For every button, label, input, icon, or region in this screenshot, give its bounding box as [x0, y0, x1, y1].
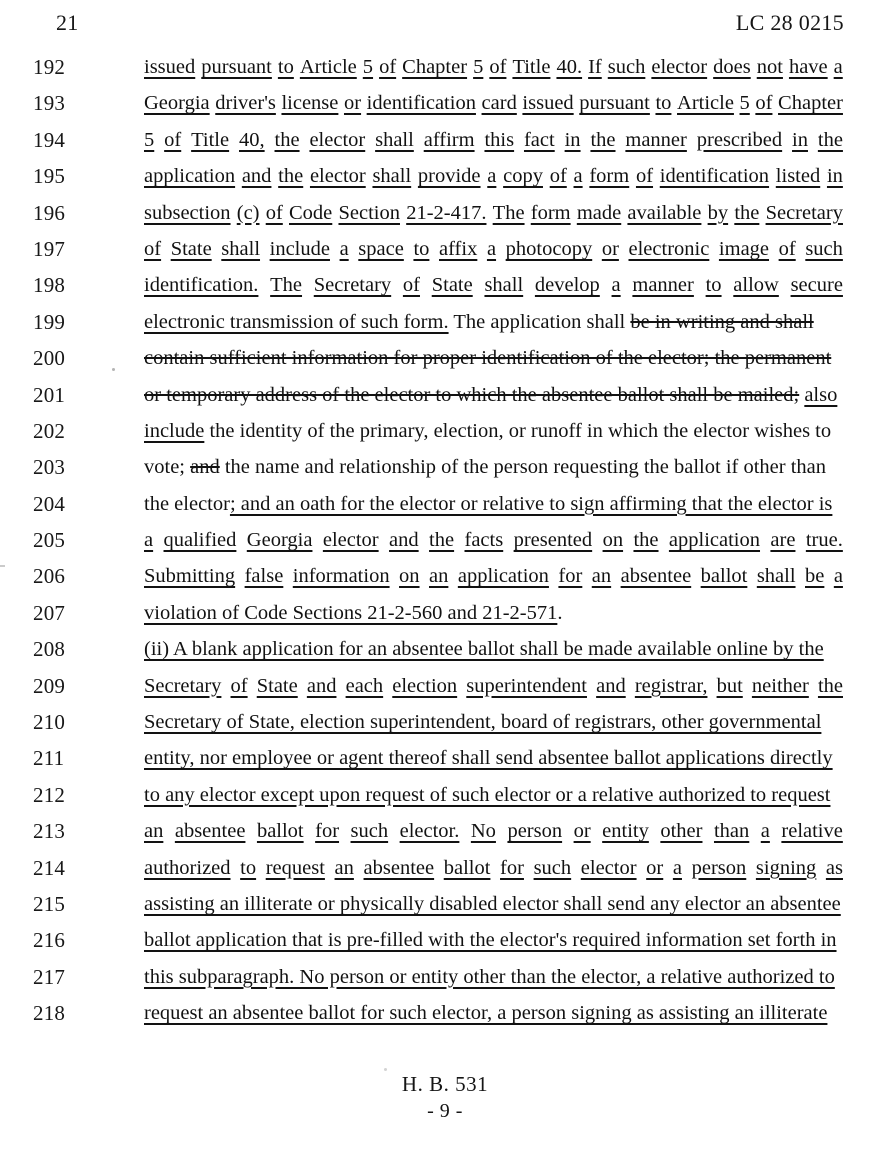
line-word: Code — [289, 201, 333, 224]
line-word: qualified — [163, 529, 237, 552]
line-word: does — [713, 56, 751, 78]
line-word: and — [596, 674, 626, 697]
line-segment-ins: entity, nor employee or agent thereof shall send absentee ballot applications directly — [144, 747, 833, 770]
line-text — [144, 416, 843, 446]
header-document-code: LC 28 0215 — [735, 10, 844, 35]
line-number: 197 — [33, 236, 66, 261]
line-word: in — [792, 128, 808, 151]
line-text — [144, 198, 843, 228]
line-word: elector — [309, 128, 366, 151]
line-word: a — [487, 165, 497, 188]
line-number: 215 — [33, 891, 66, 916]
line-word: of — [778, 237, 796, 260]
line-word: 40, — [239, 128, 265, 151]
line-text — [144, 925, 843, 955]
line-text — [144, 525, 843, 555]
line-segment-ins: ballot application that is pre-filled with the elector's required information set forth in — [144, 929, 837, 952]
line-word: for — [558, 565, 583, 588]
line-text — [144, 380, 843, 410]
line-text — [144, 780, 843, 810]
line-text — [144, 962, 843, 992]
bill-line-row — [0, 416, 890, 452]
line-word: such — [350, 820, 389, 843]
line-word: relative — [781, 820, 843, 843]
bill-line-row — [0, 52, 890, 88]
line-number: 203 — [33, 455, 66, 480]
line-number: 212 — [33, 782, 66, 807]
line-word: information — [292, 565, 390, 588]
line-number: 205 — [33, 528, 66, 553]
line-word: Article — [677, 92, 734, 115]
line-word: of — [755, 92, 773, 115]
line-word: the — [734, 201, 760, 224]
line-segment-ins: electronic transmission of such form. — [144, 310, 449, 333]
line-word: absentee — [363, 856, 435, 879]
line-word: Georgia — [144, 92, 210, 115]
line-word: election — [392, 674, 458, 697]
line-word: of — [489, 56, 507, 78]
line-word: Georgia — [246, 529, 313, 552]
line-number: 217 — [33, 964, 66, 989]
line-segment-del: and — [190, 456, 220, 479]
line-number: 204 — [33, 491, 66, 516]
line-text — [144, 343, 843, 373]
line-word: entity — [602, 820, 649, 843]
line-word: or — [573, 820, 591, 843]
line-word: application — [668, 529, 761, 552]
line-word: and — [306, 674, 337, 697]
line-word: Secretary — [144, 674, 222, 697]
line-word: affirm — [423, 128, 475, 151]
line-word: and — [389, 529, 419, 552]
line-segment-del: contain sufficient information for proper identification of the elector; the permanent — [144, 347, 832, 370]
line-number: 199 — [33, 309, 66, 334]
line-word: develop — [534, 274, 600, 297]
line-word: and — [241, 165, 272, 188]
line-word: ballot — [256, 820, 304, 843]
header-page-number: 21 — [56, 10, 79, 35]
line-word: driver's — [215, 92, 276, 115]
scan-artifact-speck — [112, 368, 115, 371]
line-word: manner — [625, 128, 687, 151]
line-word: each — [345, 674, 384, 697]
line-number: 210 — [33, 710, 66, 735]
line-word: identification. — [144, 274, 259, 297]
line-number: 196 — [33, 200, 66, 225]
line-segment-del: or temporary address of the elector to which the absentee ballot shall be mailed; — [144, 383, 800, 406]
line-word: license — [281, 92, 339, 115]
line-word: affix — [439, 237, 478, 260]
line-word: or — [343, 92, 362, 115]
line-word: provide — [417, 165, 481, 188]
line-text — [144, 489, 843, 519]
line-text — [144, 125, 843, 155]
line-segment-ins: to any elector except upon request of such elector or a relative authorized to request — [144, 783, 831, 806]
line-segment-ins: (ii) A blank application for an absentee ballot shall be made available online by the — [144, 638, 824, 661]
bill-line-row — [0, 671, 890, 707]
line-word: to — [413, 237, 430, 260]
line-word: have — [788, 56, 828, 78]
bill-line-row — [0, 198, 890, 234]
bill-line-row — [0, 525, 890, 561]
line-word: made — [576, 201, 622, 224]
footer-bill-number: H. B. 531 — [401, 1072, 489, 1096]
bill-line-row — [0, 270, 890, 306]
line-word: Secretary — [765, 201, 843, 224]
line-word: ballot — [700, 565, 748, 588]
line-word: a — [833, 565, 843, 588]
line-word: elector — [580, 856, 637, 879]
line-text — [144, 598, 843, 628]
line-word: Section — [338, 201, 400, 224]
bill-line-row — [0, 561, 890, 597]
line-word: true. — [805, 529, 843, 552]
line-word: the — [429, 529, 455, 552]
line-number: 195 — [33, 164, 66, 189]
line-number: 201 — [33, 382, 66, 407]
line-word: manner — [632, 274, 694, 297]
bill-line-row — [0, 234, 890, 270]
line-word: photocopy — [505, 237, 593, 260]
line-segment-ins: violation of Code Sections 21-2-560 and 21-2-571 — [144, 601, 558, 624]
line-word: signing — [755, 856, 817, 879]
line-text — [144, 561, 843, 591]
line-word: to — [240, 856, 257, 879]
line-word: of — [402, 274, 420, 297]
line-word: an — [591, 565, 612, 588]
line-word: include — [269, 237, 330, 260]
line-word: absentee — [620, 565, 692, 588]
line-word: the — [590, 128, 616, 151]
line-word: 40. — [556, 56, 583, 78]
line-word: Article — [299, 56, 357, 78]
line-word: but — [716, 674, 743, 697]
bill-line-row — [0, 125, 890, 161]
line-number: 202 — [33, 418, 66, 443]
line-word: of — [164, 128, 182, 151]
bill-text-body — [0, 52, 890, 1035]
line-word: than — [713, 820, 750, 843]
bill-line-row — [0, 998, 890, 1034]
line-word: other — [660, 820, 703, 843]
line-word: of — [379, 56, 397, 78]
line-word: false — [244, 565, 284, 588]
line-segment-ins: also — [804, 383, 838, 406]
footer-page-marker: - 9 - — [427, 1100, 463, 1122]
line-word: 5 — [473, 56, 484, 78]
line-word: card — [481, 92, 517, 115]
line-word: 5 — [739, 92, 750, 115]
line-segment-plain: . — [557, 601, 563, 624]
line-segment-plain: the elector — [144, 492, 230, 515]
line-number: 194 — [33, 127, 66, 152]
line-word: be — [805, 565, 825, 588]
line-word: available — [627, 201, 702, 224]
bill-line-row — [0, 634, 890, 670]
scan-artifact-edge-mark — [0, 565, 5, 567]
bill-line-row — [0, 161, 890, 197]
line-word: such — [533, 856, 572, 879]
line-number: 192 — [33, 55, 66, 79]
line-word: image — [718, 237, 770, 260]
bill-line-row — [0, 889, 890, 925]
line-word: or — [646, 856, 664, 879]
line-number: 214 — [33, 855, 66, 880]
line-word: elector. — [399, 820, 460, 843]
line-segment-plain: vote; — [144, 456, 191, 479]
line-word: shall — [372, 165, 412, 188]
line-word: Title — [191, 128, 230, 151]
line-text — [144, 707, 843, 737]
line-word: pursuant — [201, 56, 272, 78]
line-word: a — [339, 237, 349, 260]
line-word: absentee — [174, 820, 246, 843]
line-word: authorized — [144, 856, 231, 879]
line-segment-plain: the identity of the primary, election, or runoff in which the elector wishes to — [204, 419, 832, 442]
line-text — [144, 889, 843, 919]
line-number: 213 — [33, 819, 66, 844]
line-word: an — [144, 820, 164, 843]
line-word: a — [144, 529, 154, 552]
line-word: issued — [522, 92, 574, 115]
line-word: the — [274, 128, 300, 151]
line-word: Chapter — [402, 56, 468, 78]
bill-line-row — [0, 598, 890, 634]
line-word: The — [270, 274, 303, 297]
line-word: State — [431, 274, 473, 297]
line-word: to — [705, 274, 722, 297]
bill-line-row — [0, 780, 890, 816]
line-word: of — [549, 165, 567, 188]
line-text — [144, 307, 843, 337]
line-number: 193 — [33, 91, 66, 116]
line-word: the — [278, 165, 304, 188]
line-word: of — [265, 201, 283, 224]
bill-line-row — [0, 853, 890, 889]
line-word: person — [507, 820, 563, 843]
line-word: presented — [513, 529, 593, 552]
line-word: a — [672, 856, 682, 879]
line-word: application — [144, 165, 236, 188]
line-text — [144, 452, 843, 482]
line-segment-plain: the name and relationship of the person requesting the ballot if other than — [219, 456, 827, 479]
line-word: secure — [790, 274, 843, 297]
bill-line-row — [0, 743, 890, 779]
page-header — [0, 8, 890, 42]
line-word: ballot — [443, 856, 491, 879]
line-segment-ins: request an absentee ballot for such elector, a person signing as assisting an illiterate — [144, 1002, 828, 1025]
line-word: for — [315, 820, 340, 843]
line-word: in — [826, 165, 843, 188]
line-word: such — [805, 237, 843, 260]
line-word: facts — [464, 529, 504, 552]
line-word: by — [707, 201, 729, 224]
bill-line-row — [0, 816, 890, 852]
line-word: neither — [751, 674, 809, 697]
bill-line-row — [0, 925, 890, 961]
line-word: allow — [733, 274, 779, 297]
line-word: form — [589, 165, 630, 188]
line-word: identification — [366, 92, 476, 115]
line-word: shall — [484, 274, 524, 297]
line-word: person — [691, 856, 747, 879]
line-word: shall — [756, 565, 796, 588]
line-word: Secretary — [313, 274, 392, 297]
line-word: the — [633, 529, 659, 552]
line-number: 209 — [33, 673, 66, 698]
line-word: listed — [775, 165, 821, 188]
line-word: The — [492, 201, 525, 224]
line-word: Title — [512, 56, 551, 78]
line-number: 206 — [33, 564, 66, 589]
line-word: request — [265, 856, 325, 879]
line-word: copy — [503, 165, 543, 188]
line-word: State — [256, 674, 298, 697]
line-number: 198 — [33, 273, 66, 298]
line-word: 5 — [144, 128, 155, 151]
bill-line-row — [0, 962, 890, 998]
line-text — [144, 743, 843, 773]
line-word: an — [334, 856, 354, 879]
page-footer — [0, 1071, 890, 1124]
line-word: a — [573, 165, 583, 188]
line-word: or — [601, 237, 619, 260]
line-word: fact — [523, 128, 555, 151]
line-word: superintendent — [466, 674, 587, 697]
line-word: of — [230, 674, 248, 697]
line-word: for — [500, 856, 524, 879]
line-word: Chapter — [778, 92, 843, 115]
line-text — [144, 52, 843, 82]
line-segment-del: be in writing and shall — [630, 310, 814, 333]
line-segment-ins: this subparagraph. No person or entity other than the elector, a relative authorized to — [144, 965, 835, 988]
line-word: registrar, — [634, 674, 708, 697]
line-text — [144, 671, 843, 701]
line-word: the — [817, 128, 843, 151]
bill-line-row — [0, 489, 890, 525]
line-number: 211 — [33, 746, 65, 771]
line-word: as — [825, 856, 843, 879]
line-word: such — [607, 56, 646, 78]
line-number: 208 — [33, 637, 66, 662]
line-word: electronic — [628, 237, 710, 260]
line-segment-ins: assisting an illiterate or physically disabled elector shall send any elector an absentee — [144, 892, 841, 915]
bill-line-row — [0, 307, 890, 343]
line-number: 216 — [33, 928, 66, 953]
line-word: a — [486, 237, 497, 260]
line-word: State — [170, 237, 212, 260]
line-word: a — [833, 56, 843, 78]
line-word: application — [457, 565, 549, 588]
line-segment-plain: The application shall — [448, 310, 631, 333]
line-word: in — [564, 128, 581, 151]
line-word: space — [358, 237, 404, 260]
line-word: subsection — [144, 201, 231, 224]
line-word: a — [760, 820, 770, 843]
line-word: If — [588, 56, 602, 78]
line-word: prescribed — [696, 128, 783, 151]
line-word: shall — [221, 237, 261, 260]
line-word: form — [530, 201, 571, 224]
line-word: to — [277, 56, 294, 78]
line-text — [144, 161, 843, 191]
line-text — [144, 234, 843, 264]
line-text — [144, 270, 843, 300]
line-text — [144, 88, 843, 118]
line-word: on — [399, 565, 420, 588]
line-word: Submitting — [144, 565, 236, 588]
line-word: are — [770, 529, 796, 552]
line-word: identification — [659, 165, 770, 188]
line-word: issued — [144, 56, 196, 78]
line-word: shall — [375, 128, 414, 151]
line-word: not — [756, 56, 783, 78]
line-text — [144, 816, 843, 846]
bill-line-row — [0, 343, 890, 379]
line-word: of — [635, 165, 654, 188]
line-word: 21-2-417. — [406, 201, 487, 224]
bill-line-row — [0, 380, 890, 416]
line-segment-ins: include — [144, 419, 205, 442]
line-number: 200 — [33, 346, 66, 371]
line-text — [144, 634, 843, 664]
line-segment-ins: ; and an oath for the elector or relative to sign affirming that the elector is — [229, 492, 833, 515]
line-word: 5 — [362, 56, 374, 78]
line-word: No — [470, 820, 496, 843]
bill-line-row — [0, 452, 890, 488]
line-number: 218 — [33, 1001, 66, 1026]
line-word: a — [611, 274, 621, 297]
line-word: elector — [651, 56, 708, 78]
line-word: (c) — [236, 201, 260, 224]
bill-line-row — [0, 707, 890, 743]
bill-line-row — [0, 88, 890, 124]
line-word: to — [655, 92, 672, 115]
line-word: of — [144, 237, 162, 260]
line-word: on — [602, 529, 624, 552]
line-word: this — [484, 128, 515, 151]
line-word: pursuant — [579, 92, 650, 115]
line-word: an — [429, 565, 449, 588]
line-number: 207 — [33, 600, 66, 625]
line-text — [144, 998, 843, 1028]
line-word: elector — [322, 529, 379, 552]
line-text — [144, 853, 843, 883]
line-word: elector — [309, 165, 366, 188]
line-word: the — [817, 674, 843, 697]
line-segment-ins: Secretary of State, election superintendent, board of registrars, other governmental — [144, 711, 822, 734]
